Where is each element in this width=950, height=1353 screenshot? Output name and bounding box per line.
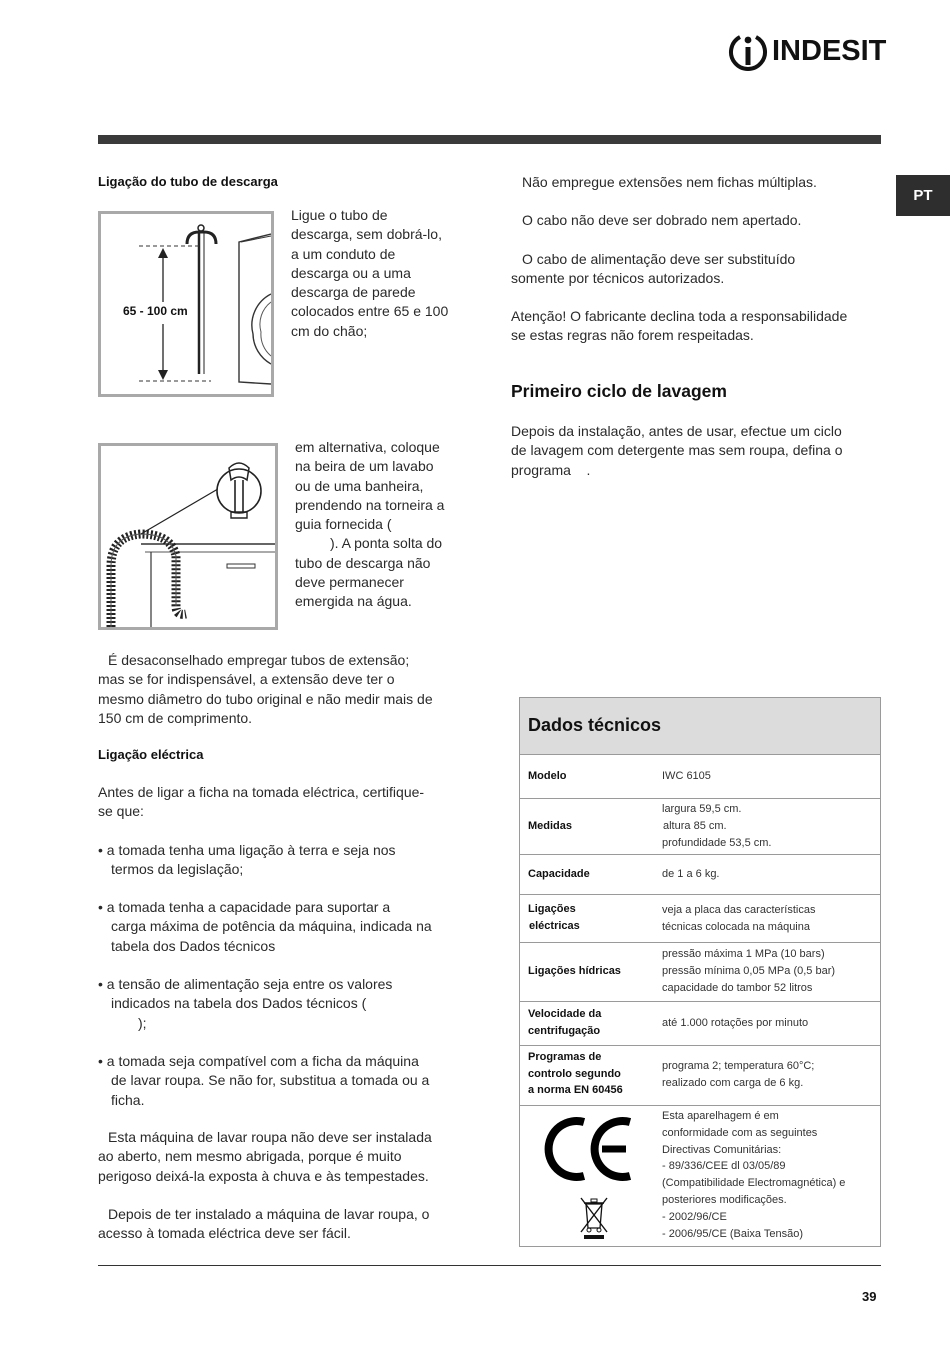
text-line: guia fornecida ( — [295, 516, 392, 533]
text-line: descarga de parede — [291, 284, 416, 301]
cable-bend-note: O cabo não deve ser dobrado nem apertado. — [522, 212, 802, 228]
value-line: - 89/336/CEE dl 03/05/89 — [662, 1160, 786, 1173]
value-line: Directivas Comunitárias: — [662, 1143, 782, 1156]
text-line: a tomada seja compatível com a ficha da máquina — [106, 1053, 419, 1069]
value-line: pressão mínima 0,05 MPa (0,5 bar) — [662, 964, 836, 977]
text-line: ao aberto, nem mesmo abrigada, porque é muito — [98, 1148, 402, 1165]
text-line: mas se for indispensável, a extensão deve ter o — [98, 671, 395, 688]
table-row — [520, 855, 880, 895]
value-line: - 2006/95/CE (Baixa Tensão) — [662, 1227, 804, 1240]
value-line: profundidade 53,5 cm. — [662, 836, 772, 849]
label-line: Ligações — [528, 903, 576, 915]
height-range-label: 65 - 100 cm — [123, 304, 188, 318]
footer-rule — [98, 1265, 881, 1266]
ce-mark-icon — [544, 1114, 636, 1189]
row-value: de 1 a 6 kg. — [662, 868, 720, 880]
text-line: tubo de descarga não — [295, 554, 431, 571]
text-line: descarga ou a uma — [291, 264, 411, 281]
text-line: ). A ponta solta do — [330, 535, 443, 552]
text-line: de lavagem com detergente mas sem roupa, defina o — [511, 442, 843, 459]
text-line: ou de uma banheira, — [295, 477, 424, 494]
value-line: técnicas colocada na máquina — [662, 920, 810, 933]
row-value: até 1.000 rotações por minuto — [662, 1017, 809, 1029]
value-line: conformidade com as seguintes — [662, 1126, 818, 1139]
text-line: tabela dos Dados técnicos — [111, 937, 276, 954]
page-number: 39 — [862, 1289, 877, 1304]
text-line: a tensão de alimentação seja entre os valores — [106, 976, 393, 992]
table-row — [520, 943, 880, 1002]
text-line: Ligue o tubo de — [291, 207, 388, 223]
row-label: Capacidade — [528, 868, 590, 880]
text-line: Atenção! O fabricante declina toda a responsabilidade — [511, 308, 848, 324]
table-row — [520, 755, 880, 799]
value-line: altura 85 cm. — [663, 819, 727, 832]
row-label — [528, 901, 648, 934]
label-line: a norma EN 60456 — [528, 1084, 623, 1096]
electrical-heading: Ligação eléctrica — [98, 747, 204, 762]
value-line: capacidade do tambor 52 litros — [662, 981, 813, 994]
liability-warning — [511, 307, 883, 346]
text-line: somente por técnicos autorizados. — [511, 270, 725, 287]
logo-emblem-icon — [726, 32, 770, 74]
text-line: programa . — [511, 461, 591, 478]
table-row — [520, 1106, 880, 1246]
access-paragraph — [98, 1205, 473, 1244]
text-line: descarga, sem dobrá-lo, — [291, 226, 442, 243]
row-label: Modelo — [528, 770, 567, 782]
text-line: emergida na água. — [295, 593, 412, 610]
bullet-item — [98, 898, 473, 956]
sink-hose-figure — [98, 443, 278, 630]
text-line: se estas regras não forem respeitadas. — [511, 327, 754, 344]
row-label — [528, 1006, 648, 1039]
first-cycle-title: Primeiro ciclo de lavagem — [511, 381, 727, 401]
text-line: carga máxima de potência da máquina, indicada na — [111, 918, 432, 935]
text-line: Depois da instalação, antes de usar, efectue um ciclo — [511, 423, 842, 439]
bullet-item — [98, 1052, 473, 1110]
table-header — [520, 698, 880, 755]
value-line: (Compatibilidade Electromagnética) e — [662, 1177, 846, 1190]
row-value — [662, 902, 877, 936]
bullet-item — [98, 841, 473, 880]
row-label: Medidas — [528, 820, 573, 832]
table-title: Dados técnicos — [528, 715, 662, 735]
bullet-icon: • — [98, 1053, 107, 1069]
indesit-logo — [726, 32, 887, 72]
technical-data-table — [519, 697, 881, 1247]
text-line: O cabo de alimentação deve ser substituído — [522, 251, 796, 267]
value-line: pressão máxima 1 MPa (10 bars) — [662, 948, 825, 960]
text-line: na beira de um lavabo — [295, 458, 434, 475]
language-tab: PT — [896, 175, 950, 216]
text-line: mesmo diâmetro do tubo original e não medir mais de — [98, 690, 433, 707]
value-line: Esta aparelhagem é em — [662, 1110, 779, 1122]
row-value — [662, 801, 877, 851]
bullet-item — [98, 975, 473, 1033]
no-multiplugs-note: Não empregue extensões nem fichas múltiplas. — [522, 174, 817, 190]
row-value: IWC 6105 — [662, 770, 711, 782]
table-row — [520, 799, 880, 855]
text-line: prendendo na torneira a — [295, 496, 445, 513]
row-label: Ligações hídricas — [528, 965, 621, 977]
cable-replacement-note — [511, 250, 883, 289]
text-line: 150 cm de comprimento. — [98, 709, 253, 726]
text-line: a tomada tenha uma ligação à terra e seja nos — [106, 842, 396, 858]
bullet-icon: • — [98, 899, 107, 915]
value-line: realizado com carga de 6 kg. — [662, 1076, 804, 1089]
text-line: perigoso deixá-la exposta à chuva e às tempestades. — [98, 1167, 429, 1184]
drain-heading: Ligação do tubo de descarga — [98, 174, 278, 189]
row-label — [528, 1049, 648, 1099]
header-rule — [98, 135, 881, 144]
text-line: Antes de ligar a ficha na tomada eléctrica, certifique- — [98, 784, 425, 800]
value-line: - 2002/96/CE — [662, 1210, 727, 1223]
text-line: colocados entre 65 e 100 — [291, 303, 449, 320]
extension-paragraph — [98, 651, 473, 728]
text-line: É desaconselhado empregar tubos de extensão; — [108, 652, 410, 668]
bullet-icon: • — [98, 842, 107, 858]
row-value — [662, 946, 877, 996]
brand-name: INDESIT — [772, 35, 887, 67]
value-line: largura 59,5 cm. — [662, 803, 742, 815]
text-line: cm do chão; — [291, 322, 368, 339]
table-row — [520, 895, 880, 943]
value-line: programa 2; temperatura 60°C; — [662, 1060, 815, 1072]
row-value — [662, 1058, 877, 1092]
label-line: eléctricas — [529, 919, 580, 932]
text-line: em alternativa, coloque — [295, 439, 440, 455]
value-line: veja a placa das características — [662, 904, 816, 916]
table-row — [520, 1002, 880, 1046]
text-line: ); — [138, 1014, 147, 1031]
text-line: indicados na tabela dos Dados técnicos ( — [111, 995, 367, 1012]
text-line: se que: — [98, 803, 144, 820]
text-line: a tomada tenha a capacidade para suportar a — [106, 899, 391, 915]
weee-bin-icon — [578, 1194, 610, 1245]
electrical-intro — [98, 783, 473, 822]
first-cycle-text — [511, 422, 883, 480]
label-line: Velocidade da — [528, 1008, 602, 1020]
compliance-text — [662, 1108, 877, 1242]
value-line: posteriores modificações. — [662, 1193, 787, 1206]
text-line: deve permanecer — [295, 574, 404, 591]
sink-hose-illustration — [101, 446, 275, 627]
sink-alternative-instructions — [295, 438, 475, 612]
table-row — [520, 1046, 880, 1106]
drain-height-figure — [98, 211, 274, 397]
text-line: ficha. — [111, 1091, 145, 1108]
label-line: centrifugação — [528, 1024, 601, 1037]
text-line: de lavar roupa. Se não for, substitua a tomada ou a — [111, 1072, 430, 1089]
text-line: termos da legislação; — [111, 861, 244, 878]
label-line: Programas de — [528, 1051, 602, 1063]
drain-instructions — [291, 206, 476, 341]
text-line: a um conduto de — [291, 245, 396, 262]
bullet-icon: • — [98, 976, 107, 992]
text-line: Esta máquina de lavar roupa não deve ser instalada — [108, 1129, 432, 1145]
label-line: controlo segundo — [528, 1067, 621, 1080]
outdoor-warning — [98, 1128, 473, 1186]
text-line: Depois de ter instalado a máquina de lavar roupa, o — [108, 1206, 430, 1222]
text-line: acesso à tomada eléctrica deve ser fácil. — [98, 1225, 351, 1242]
